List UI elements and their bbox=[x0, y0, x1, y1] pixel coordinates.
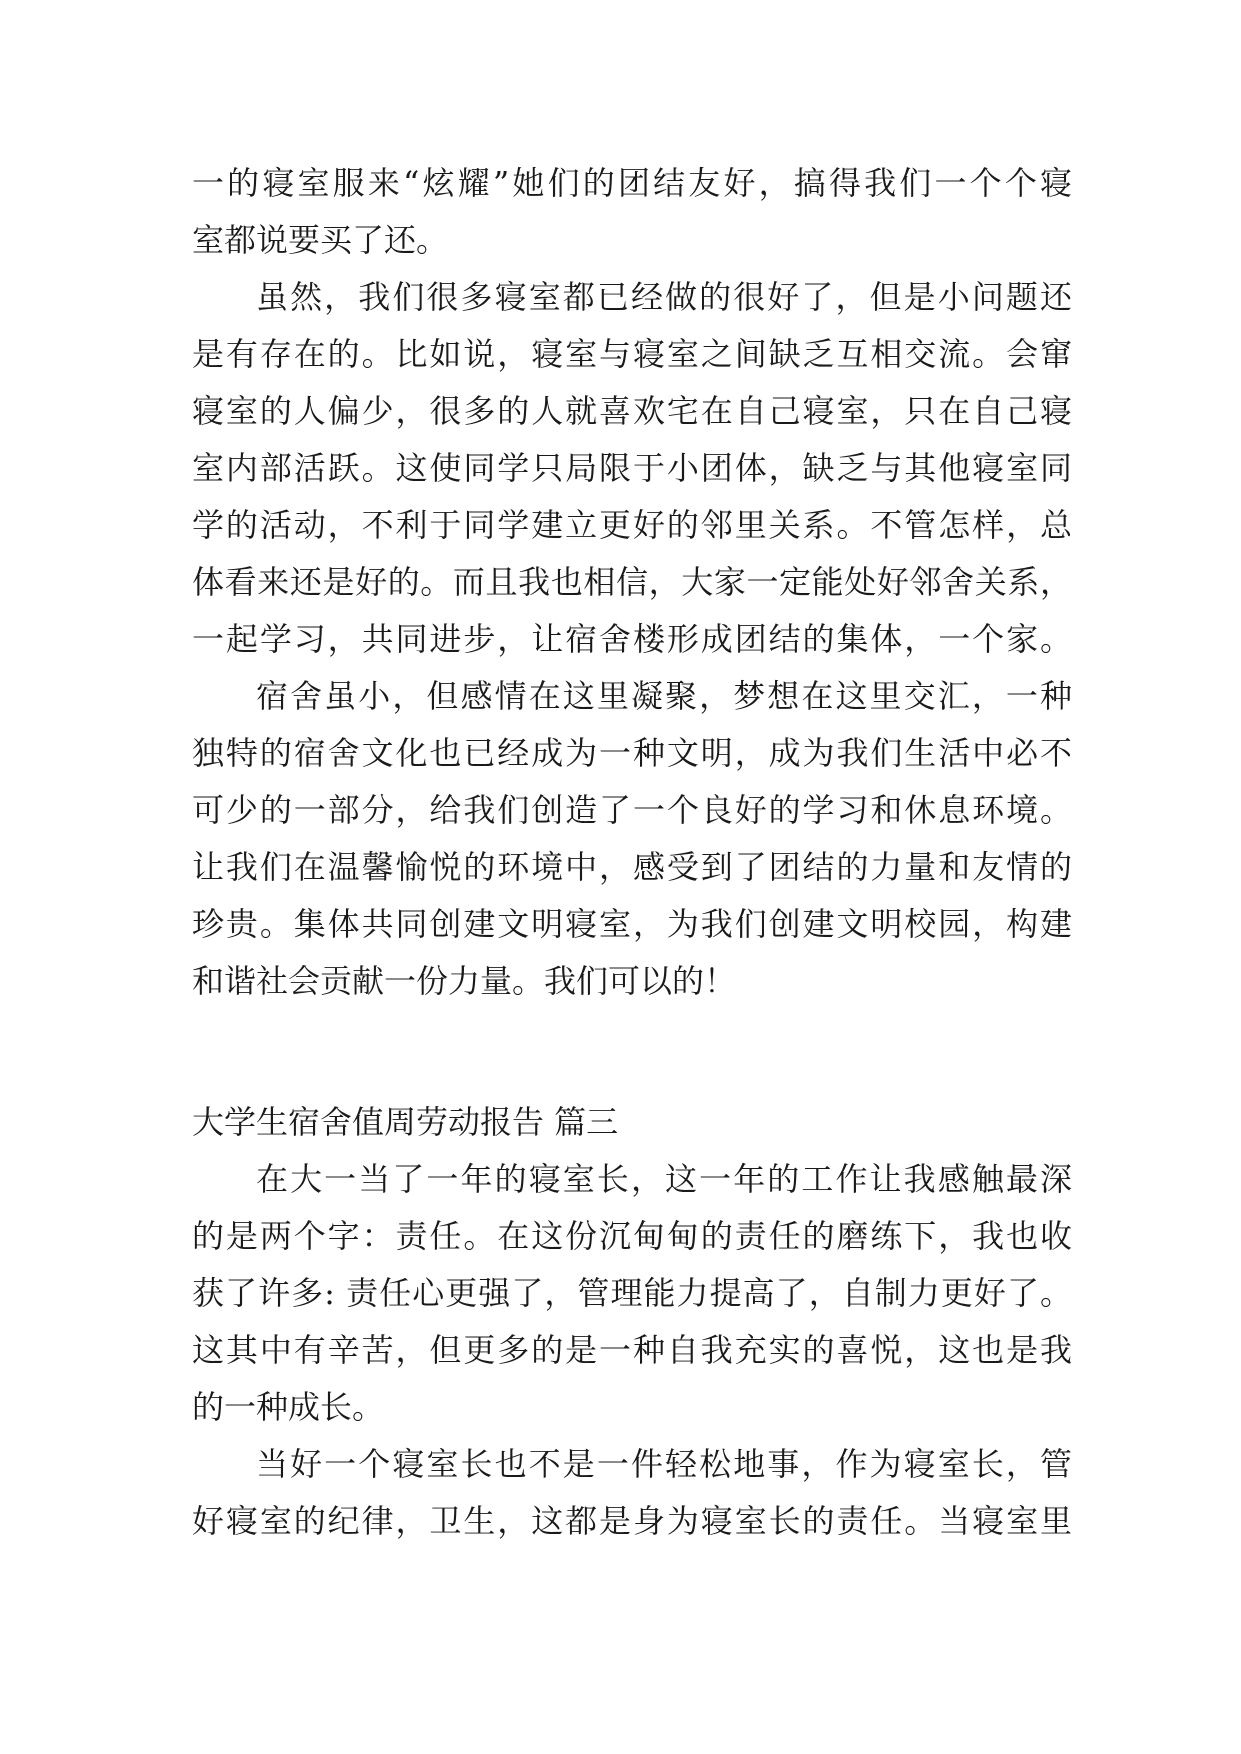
text-line: 是有存在的。比如说，寝室与寝室之间缺乏互相交流。会窜 bbox=[192, 335, 1072, 373]
document-body bbox=[192, 155, 1072, 1550]
text-line: 可少的一部分，给我们创造了一个良好的学习和休息环境。 bbox=[192, 791, 1072, 829]
paragraph bbox=[192, 1436, 1072, 1550]
text-line: 学的活动，不利于同学建立更好的邻里关系。不管怎样，总 bbox=[192, 506, 1072, 544]
text-line: 的是两个字：责任。在这份沉甸甸的责任的磨练下，我也收 bbox=[192, 1217, 1072, 1255]
paragraph bbox=[192, 668, 1072, 1010]
text-line: 和谐社会贡献一份力量。我们可以的！ bbox=[192, 962, 737, 1000]
text-line: 体看来还是好的。而且我也相信，大家一定能处好邻舍关系， bbox=[192, 563, 1072, 601]
text-line: 的一种成长。 bbox=[192, 1388, 385, 1426]
text-line: 这其中有辛苦，但更多的是一种自我充实的喜悦，这也是我 bbox=[192, 1331, 1072, 1369]
text-line: 宿舍虽小，但感情在这里凝聚，梦想在这里交汇，一种 bbox=[256, 677, 1072, 715]
section-spacer bbox=[192, 1010, 1072, 1094]
text-line: 独特的宿舍文化也已经成为一种文明，成为我们生活中必不 bbox=[192, 734, 1072, 772]
section-heading: 大学生宿舍值周劳动报告 篇三 bbox=[192, 1103, 619, 1141]
text-line: 虽然，我们很多寝室都已经做的很好了，但是小问题还 bbox=[256, 278, 1072, 316]
text-line: 一的寝室服来“炫耀”她们的团结友好，搞得我们一个个寝 bbox=[192, 164, 1072, 202]
text-line: 当好一个寝室长也不是一件轻松地事，作为寝室长，管 bbox=[256, 1445, 1072, 1483]
text-line: 获了许多: 责任心更强了，管理能力提高了，自制力更好了。 bbox=[192, 1274, 1072, 1312]
text-line: 让我们在温馨愉悦的环境中，感受到了团结的力量和友情的 bbox=[192, 848, 1072, 886]
paragraph-continued bbox=[192, 155, 1072, 269]
paragraph bbox=[192, 1151, 1072, 1436]
text-line: 珍贵。集体共同创建文明寝室，为我们创建文明校园，构建 bbox=[192, 905, 1072, 943]
text-line: 在大一当了一年的寝室长，这一年的工作让我感触最深 bbox=[256, 1160, 1072, 1198]
text-line: 室内部活跃。这使同学只局限于小团体，缺乏与其他寝室同 bbox=[192, 449, 1072, 487]
text-line: 寝室的人偏少，很多的人就喜欢宅在自己寝室，只在自己寝 bbox=[192, 392, 1072, 430]
text-line: 好寝室的纪律，卫生，这都是身为寝室长的责任。当寝室里 bbox=[192, 1502, 1072, 1540]
text-line: 一起学习，共同进步，让宿舍楼形成团结的集体，一个家。 bbox=[192, 620, 1072, 658]
paragraph bbox=[192, 269, 1072, 668]
text-line: 室都说要买了还。 bbox=[192, 221, 449, 259]
